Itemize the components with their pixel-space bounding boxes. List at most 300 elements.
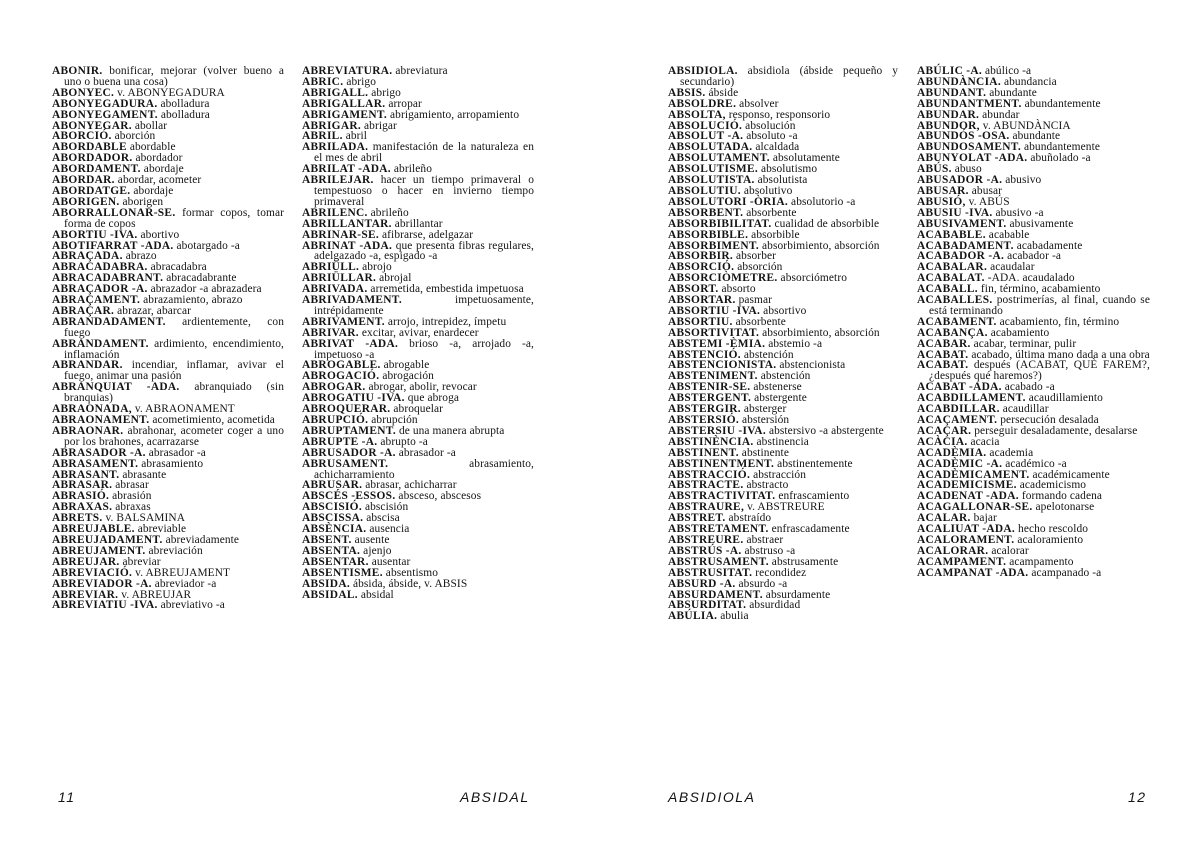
entry-definition: abscisa: [366, 512, 400, 525]
entry-headword: ACABALL.: [917, 283, 978, 296]
dictionary-entry: [302, 241, 534, 263]
entry-definition: fin, término, acabamiento: [980, 283, 1101, 296]
entry-definition: recondidez: [755, 566, 807, 579]
entry-definition: abstemio -a: [768, 337, 823, 350]
entry-headword: ABRIÜLLAR.: [302, 272, 377, 285]
entry-headword: ABSTERSIU -IVA.: [668, 424, 766, 437]
entry-definition: absidal: [360, 588, 394, 601]
entry-definition: abotargado -a: [176, 239, 240, 252]
entry-headword: ABRIVAT -ADA.: [302, 337, 399, 350]
entry-headword: ABSIS.: [668, 86, 706, 99]
entry-headword: ABSÈNCIA.: [302, 523, 367, 536]
entry-definition: abundar: [982, 108, 1020, 121]
entry-definition: v. ABREUJAMENT: [135, 566, 231, 579]
entry-headword: ABSORTIU -IVA.: [668, 304, 761, 317]
dictionary-entry: [52, 426, 284, 448]
entry-headword: ABSIDIOLA.: [668, 65, 738, 77]
entry-definition: abolladura: [160, 108, 210, 121]
entry-headword: ACABAMENT.: [917, 315, 997, 328]
entry-definition: absolutamente: [772, 152, 840, 165]
entry-definition: abulia: [720, 610, 749, 623]
entry-headword: ABRAÇAMENT.: [52, 294, 141, 307]
dictionary-entry: [52, 600, 284, 611]
entry-headword: ABSTRACTIVITAT.: [668, 490, 776, 503]
dictionary-entry: [668, 611, 898, 622]
entry-definition: acabado -a: [1004, 381, 1055, 394]
entry-headword: ABSOLUCIÓ.: [668, 119, 743, 132]
entry-headword: ABSURDITAT.: [668, 599, 747, 612]
dictionary-entry: [302, 590, 534, 601]
entry-headword: ABSORBIBLE.: [668, 228, 749, 241]
entry-definition: abreviar: [122, 555, 161, 568]
entry-headword: ABREUJAR.: [52, 555, 120, 568]
entry-headword: ACADÈMIA.: [917, 446, 987, 459]
entry-definition: excitar, avivar, enardecer: [361, 326, 479, 339]
entry-headword: ABRIVADAMENT.: [302, 294, 402, 307]
entry-headword: ABSTRACTE.: [668, 479, 744, 492]
entry-definition: abrahonar, acometer coger a uno por los brahones, acarrazarse: [64, 424, 284, 448]
entry-definition: abstergente: [754, 392, 807, 405]
dictionary-entry: [302, 142, 534, 164]
entry-headword: ABREUJABLE.: [52, 523, 135, 536]
entry-headword: ABSORTIVITAT.: [668, 326, 760, 339]
entry-definition: absorbente: [746, 206, 797, 219]
entry-headword: ABSTRACCIÓ.: [668, 468, 751, 481]
entry-headword: ABRIC.: [302, 75, 344, 88]
entry-definition: abrogación: [382, 370, 434, 383]
entry-headword: ACABABLE.: [917, 228, 986, 241]
entry-definition: apelotonarse: [1035, 501, 1095, 514]
entry-definition: abreviador -a: [154, 577, 217, 590]
entry-definition: académico -a: [1005, 457, 1067, 470]
dictionary-entry: [52, 66, 284, 88]
entry-headword: ABSTINENT.: [668, 446, 739, 459]
entry-definition: abrasar: [115, 479, 149, 492]
entry-definition: abreviable: [137, 523, 187, 536]
entry-headword: ABRIVAMENT.: [302, 315, 385, 328]
entry-headword: ABORDAMENT.: [52, 163, 141, 176]
entry-headword: ABUSIÓ,: [917, 195, 966, 208]
dictionary-entry: [52, 382, 284, 404]
entry-definition: abstinente: [741, 446, 789, 459]
entry-definition: abreviativo -a: [160, 599, 225, 612]
entry-headword: ABORRALLONAR-SE.: [52, 206, 176, 219]
entry-headword: ABRAONADA,: [52, 403, 132, 416]
entry-headword: ACABDILLAR.: [917, 403, 1000, 416]
entry-definition: ausente: [354, 533, 390, 546]
entry-definition: abracadabrante: [166, 272, 237, 285]
entry-headword: ABRAONAMENT.: [52, 414, 150, 426]
entry-definition: absolutorio -a: [791, 195, 856, 208]
entry-definition: de una manera abrupta: [398, 424, 505, 437]
entry-headword: ABREVIAR.: [52, 588, 119, 601]
entry-headword: ABUNDOR,: [917, 119, 980, 132]
entry-definition: absolutismo: [760, 163, 818, 176]
entry-definition: después (ACABAT, QUÈ FAREM?, ¿después qué haremos?): [929, 359, 1150, 383]
entry-headword: ACABDILLAMENT.: [917, 392, 1026, 405]
entry-definition: persecución desalada: [1000, 414, 1099, 426]
entry-definition: abusivamente: [1009, 217, 1074, 230]
entry-definition: abrasión: [112, 490, 152, 503]
entry-headword: ABUSIU -IVA.: [917, 206, 993, 219]
entry-headword: ACALAR.: [917, 512, 971, 525]
dictionary-entry: [52, 339, 284, 361]
entry-definition: abrasante: [122, 468, 167, 481]
entry-headword: ABSTRAURE,: [668, 501, 745, 514]
entry-headword: ABORDADOR.: [52, 152, 133, 165]
entry-headword: ABSTRET.: [668, 512, 726, 525]
left-page-column-1: [52, 66, 284, 611]
entry-headword: ABORDABLE: [52, 141, 127, 154]
entry-headword: ABSTINÈNCIA.: [668, 435, 754, 448]
entry-headword: ABONYEC.: [52, 86, 115, 99]
entry-definition: formando cadena: [1021, 490, 1103, 503]
entry-definition: abrazar, abarcar: [117, 304, 192, 317]
entry-headword: ABRIGAMENT.: [302, 108, 388, 121]
entry-definition: abundancia: [1003, 75, 1057, 88]
entry-headword: ABREUJADAMENT.: [52, 533, 163, 546]
entry-headword: ABSENTISME.: [302, 566, 383, 579]
entry-definition: acometimiento, acometida: [152, 414, 275, 426]
entry-headword: ACADEMICISME.: [917, 479, 1017, 492]
entry-headword: ABSORT.: [668, 283, 719, 296]
dictionary-entry: [52, 317, 284, 339]
entry-definition: abordable: [129, 141, 176, 154]
entry-definition: abundante: [1012, 130, 1061, 143]
entry-headword: ABSORBIR.: [668, 250, 734, 263]
entry-headword: ABSTRÚS -A.: [668, 544, 742, 557]
entry-definition: abrogable: [383, 359, 430, 372]
entry-definition: absortivo: [763, 304, 807, 317]
entry-definition: absolutivo: [743, 184, 793, 197]
entry-headword: ACABALAT.: [917, 272, 985, 285]
entry-headword: ABRETS.: [52, 512, 103, 525]
entry-definition: aborción: [114, 130, 156, 143]
entry-definition: abrasador -a: [148, 446, 206, 459]
entry-definition: afibrarse, adelgazar: [382, 228, 474, 241]
entry-headword: ABUNDANTMENT.: [917, 97, 1022, 110]
entry-headword: ABSTEMI -ÈMIA.: [668, 337, 766, 350]
entry-definition: absorciómetro: [780, 272, 848, 285]
entry-definition: abstraer: [746, 533, 784, 546]
entry-definition: impetuosamente, intrépidamente: [314, 294, 534, 317]
entry-definition: hecho rescoldo: [1018, 523, 1089, 536]
entry-definition: v. ABSTREURE: [747, 501, 825, 514]
entry-definition: abrogar, abolir, revocar: [368, 381, 477, 394]
entry-definition: abstrusamente: [771, 555, 839, 568]
entry-definition: abstracción: [753, 468, 807, 481]
entry-definition: ábsida, ábside, v. ABSIS: [352, 577, 468, 590]
entry-headword: ABSTRUSITAT.: [668, 566, 753, 579]
entry-definition: v. ABÚS: [968, 195, 1010, 208]
entry-headword: ABORDAR.: [52, 174, 115, 187]
entry-definition: absorbimiento, absorción: [762, 239, 880, 252]
entry-headword: ABUSIVAMENT.: [917, 217, 1007, 230]
entry-definition: abrupción: [371, 414, 418, 426]
entry-headword: ACADÈMICAMENT.: [917, 468, 1030, 481]
entry-headword: ABRILAT -ADA.: [302, 163, 391, 176]
entry-definition: formar copos, tomar forma de copos: [64, 206, 285, 230]
entry-headword: ABRIL.: [302, 130, 343, 143]
entry-definition: abrasar, achicharrar: [365, 479, 457, 492]
entry-headword: ABSTENIMENT.: [668, 370, 758, 383]
entry-definition: absurdidad: [749, 599, 801, 612]
dictionary-entry: [302, 175, 534, 208]
entry-definition: abril: [345, 130, 368, 143]
entry-headword: ABRANQUIAT -ADA.: [52, 381, 180, 394]
entry-headword: ABORIGEN.: [52, 195, 120, 208]
entry-headword: ABOTIFARRAT -ADA.: [52, 239, 174, 252]
entry-headword: ABREUJAMENT.: [52, 544, 146, 557]
entry-definition: v. ABRAONAMENT: [134, 403, 235, 416]
entry-definition: absorción: [737, 261, 783, 274]
entry-headword: ABRANDAMENT.: [52, 337, 149, 350]
entry-definition: ardientemente, con fuego: [64, 315, 284, 339]
entry-definition: abusivo: [1005, 174, 1042, 187]
entry-definition: arremetida, embestida impetuosa: [370, 283, 524, 296]
entry-headword: ACADENAT -ADA.: [917, 490, 1019, 503]
entry-headword: ABSOLUTISME.: [668, 163, 759, 176]
dictionary-entry: [917, 360, 1150, 382]
entry-headword: ABONYEGAMENT.: [52, 108, 158, 121]
entry-headword: ABRIGALLAR.: [302, 97, 386, 110]
right-page-number: 12: [1128, 789, 1147, 805]
entry-headword: ABRILADA.: [302, 141, 369, 154]
entry-headword: ABRIÜLL.: [302, 261, 360, 274]
entry-definition: abrojo: [362, 261, 392, 274]
entry-definition: acabamiento, fin, término: [999, 315, 1120, 328]
entry-headword: ABSTRUSAMENT.: [668, 555, 769, 568]
entry-headword: ABÚLIA.: [668, 610, 718, 623]
entry-definition: absentismo: [385, 566, 439, 579]
entry-headword: ACAMPANAT -ADA.: [917, 566, 1029, 579]
right-page-column-1: [668, 66, 898, 622]
entry-definition: v. BALSAMINA: [105, 512, 186, 525]
entry-definition: absorbente: [735, 315, 786, 328]
entry-headword: ABSORBIMENT.: [668, 239, 760, 252]
entry-headword: ABSTERSIÓ.: [668, 414, 740, 426]
entry-definition: postrimerías, al final, cuando se está terminando: [929, 294, 1151, 317]
right-page: [600, 0, 1200, 850]
entry-headword: ABRUPCIÓ.: [302, 414, 369, 426]
entry-definition: que presenta fibras regulares, adelgazado -a, espigado -a: [314, 239, 534, 263]
entry-definition: abolladura: [160, 97, 210, 110]
entry-headword: ABUNDOSAMENT.: [917, 141, 1021, 154]
entry-definition: abstinencia: [756, 435, 809, 448]
entry-definition: abstencionista: [779, 359, 846, 372]
entry-definition: acabado, última mano dada a una obra: [971, 348, 1150, 361]
entry-headword: ABRANDAR.: [52, 359, 123, 372]
entry-definition: incendiar, inflamar, avivar el fuego, animar una pasión: [64, 359, 285, 383]
entry-definition: absolución: [745, 119, 796, 132]
entry-definition: abranquiado (sin branquias): [64, 381, 284, 405]
entry-headword: ABONIR.: [52, 65, 103, 77]
entry-definition: abstruso -a: [744, 544, 796, 557]
entry-headword: ABRUSAR.: [302, 479, 363, 492]
entry-headword: ABRAÇADOR -A.: [52, 283, 148, 296]
entry-definition: ausencia: [369, 523, 410, 536]
entry-headword: ABORDATGE.: [52, 184, 131, 197]
entry-headword: ABSTINENTMENT.: [668, 457, 775, 470]
entry-definition: v. ABREUJAR: [121, 588, 192, 601]
entry-headword: ABORCIÓ.: [52, 130, 112, 143]
entry-headword: ACABALAR.: [917, 261, 988, 274]
entry-headword: ABSORCIÒMETRE.: [668, 272, 778, 285]
entry-definition: acaudalar: [990, 261, 1035, 274]
entry-headword: ABSORTIU.: [668, 315, 733, 328]
entry-definition: abreviación: [148, 544, 203, 557]
entry-definition: abscisión: [364, 501, 409, 514]
entry-headword: ABSIDA.: [302, 577, 350, 590]
entry-definition: acabadamente: [1016, 239, 1083, 252]
entry-definition: bajar: [973, 512, 997, 525]
entry-headword: ABSTENIR-SE.: [668, 381, 751, 394]
dictionary-entry: [302, 459, 534, 481]
entry-definition: abuñolado -a: [1030, 152, 1091, 165]
entry-headword: ABRASIÓ.: [52, 490, 110, 503]
entry-headword: ABSOLTA,: [668, 108, 726, 121]
entry-definition: acampanado -a: [1031, 566, 1102, 579]
entry-definition: academicismo: [1019, 479, 1087, 492]
entry-definition: acaloramiento: [1017, 533, 1084, 546]
entry-headword: ABSOLUTISTA.: [668, 174, 755, 187]
entry-headword: ACABADAMENT.: [917, 239, 1014, 252]
entry-definition: bonificar, mejorar (volver bueno a uno o buena una cosa): [64, 65, 285, 88]
entry-headword: ACADÈMIC -A.: [917, 457, 1003, 470]
entry-definition: abstersivo -a abstergente: [768, 424, 884, 437]
entry-headword: ACABALLES.: [917, 294, 993, 307]
entry-definition: abundante: [989, 86, 1037, 99]
entry-definition: abrileño: [393, 163, 432, 176]
entry-definition: abstraído: [728, 512, 772, 525]
entry-headword: ABRANDADAMENT.: [52, 315, 166, 328]
entry-headword: ABSOLUT -A.: [668, 130, 744, 143]
entry-headword: ABROGABLE.: [302, 359, 381, 372]
left-page-column-2: [302, 66, 534, 600]
entry-definition: abrileño: [370, 206, 409, 219]
entry-definition: absorto: [721, 283, 756, 296]
entry-definition: acaudillamiento: [1028, 392, 1103, 405]
entry-headword: ABSORBIBILITAT.: [668, 217, 772, 230]
entry-headword: ABSOLUTAMENT.: [668, 152, 770, 165]
entry-definition: brioso -a, arrojado -a, impetuoso -a: [314, 337, 534, 361]
entry-headword: ABUSADOR -A.: [917, 174, 1003, 187]
entry-headword: ABSOLUTADA.: [668, 141, 753, 154]
entry-headword: ABSOLDRE.: [668, 97, 737, 110]
entry-headword: ABÚLIC -A.: [917, 65, 983, 77]
entry-headword: ABSTENCIONISTA.: [668, 359, 777, 372]
dictionary-entry: [917, 568, 1150, 579]
entry-headword: ABSCISSA.: [302, 512, 364, 525]
entry-definition: alcaldada: [755, 141, 800, 154]
entry-headword: ABRIGAR.: [302, 119, 362, 132]
entry-definition: abrigar: [364, 119, 397, 132]
entry-definition: acabar, terminar, pulir: [973, 337, 1077, 350]
entry-definition: abusar: [971, 184, 1003, 197]
entry-definition: cualidad de absorbible: [774, 217, 880, 230]
entry-headword: ABRUSAMENT.: [302, 457, 389, 470]
entry-headword: ABUNDANT.: [917, 86, 987, 99]
entry-definition: arrojo, intrepidez, ímpetu: [387, 315, 507, 328]
dictionary-entry: [302, 339, 534, 361]
entry-definition: abreviadamente: [165, 533, 240, 546]
entry-definition: abrigo: [371, 86, 401, 99]
entry-definition: -ADA. acaudalado: [987, 272, 1075, 285]
entry-definition: abroquelar: [393, 403, 444, 416]
entry-definition: aborigen: [122, 195, 164, 208]
entry-headword: ACALORAR.: [917, 544, 989, 557]
entry-definition: acampamento: [1009, 555, 1074, 568]
left-page-number: 11: [58, 789, 76, 805]
entry-definition: abusivo -a: [995, 206, 1044, 219]
entry-headword: ACAGALLONAR-SE.: [917, 501, 1033, 514]
entry-headword: ABONYEGAR.: [52, 119, 132, 132]
entry-headword: ABRASANT.: [52, 468, 120, 481]
entry-headword: ACAMPAMENT.: [917, 555, 1007, 568]
entry-definition: abreviatura: [395, 65, 448, 77]
entry-definition: v. ABONYEGADURA: [117, 86, 225, 99]
entry-definition: abrigamiento, arropamiento: [390, 108, 520, 121]
entry-headword: ABRACADABRA.: [52, 261, 148, 274]
entry-headword: ABSURDAMENT.: [668, 588, 763, 601]
entry-headword: ABRACADABRANT.: [52, 272, 164, 285]
entry-definition: abuso: [954, 163, 982, 176]
entry-definition: pasmar: [738, 294, 773, 307]
entry-definition: abracadabra: [150, 261, 207, 274]
entry-definition: academia: [989, 446, 1034, 459]
entry-definition: acabable: [988, 228, 1030, 241]
entry-headword: ABREVIACIÓ.: [52, 566, 133, 579]
entry-definition: acabador -a: [1007, 250, 1061, 263]
entry-definition: abstención: [760, 370, 811, 383]
entry-definition: abrazamiento, abrazo: [143, 294, 243, 307]
entry-headword: ABRUPTAMENT.: [302, 424, 396, 437]
entry-headword: ABSIDAL.: [302, 588, 358, 601]
entry-headword: ABREVIADOR -A.: [52, 577, 152, 590]
entry-headword: ABORTIU -IVA.: [52, 228, 138, 241]
entry-headword: ABREVIATIU -IVA.: [52, 599, 158, 612]
entry-definition: abordaje: [133, 184, 174, 197]
entry-headword: ACABADOR -A.: [917, 250, 1005, 263]
entry-definition: abrasamiento, achicharramiento: [314, 457, 534, 481]
entry-headword: ABSENT.: [302, 533, 352, 546]
entry-headword: ACABANÇA.: [917, 326, 988, 339]
entry-definition: absceso, abscesos: [398, 490, 482, 503]
entry-headword: ABRASAMENT.: [52, 457, 139, 470]
entry-definition: abstersión: [742, 414, 790, 426]
entry-definition: abstenerse: [753, 381, 802, 394]
entry-definition: abrasamiento: [141, 457, 204, 470]
entry-headword: ACABAT.: [917, 348, 969, 361]
entry-definition: abrazo: [125, 250, 157, 263]
entry-definition: que abroga: [407, 392, 460, 405]
entry-headword: ABSORTAR.: [668, 294, 736, 307]
entry-definition: abstracto: [746, 479, 789, 492]
dictionary-entry: [302, 295, 534, 317]
dictionary-entry: [52, 208, 284, 230]
entry-definition: abstinentemente: [777, 457, 853, 470]
entry-definition: manifestación de la naturaleza en el mes de abril: [314, 141, 535, 165]
entry-headword: ABRIVAR.: [302, 326, 359, 339]
entry-headword: ABROQUERAR.: [302, 403, 391, 416]
entry-headword: ABSOLUTIU.: [668, 184, 741, 197]
entry-headword: ABSCISIÓ.: [302, 501, 362, 514]
entry-headword: ABRIGALL.: [302, 86, 369, 99]
entry-definition: absorber: [736, 250, 777, 263]
entry-definition: abordador: [135, 152, 183, 165]
entry-headword: ABROGACIÓ.: [302, 370, 380, 383]
left-running-head: ABSIDAL: [460, 789, 530, 805]
